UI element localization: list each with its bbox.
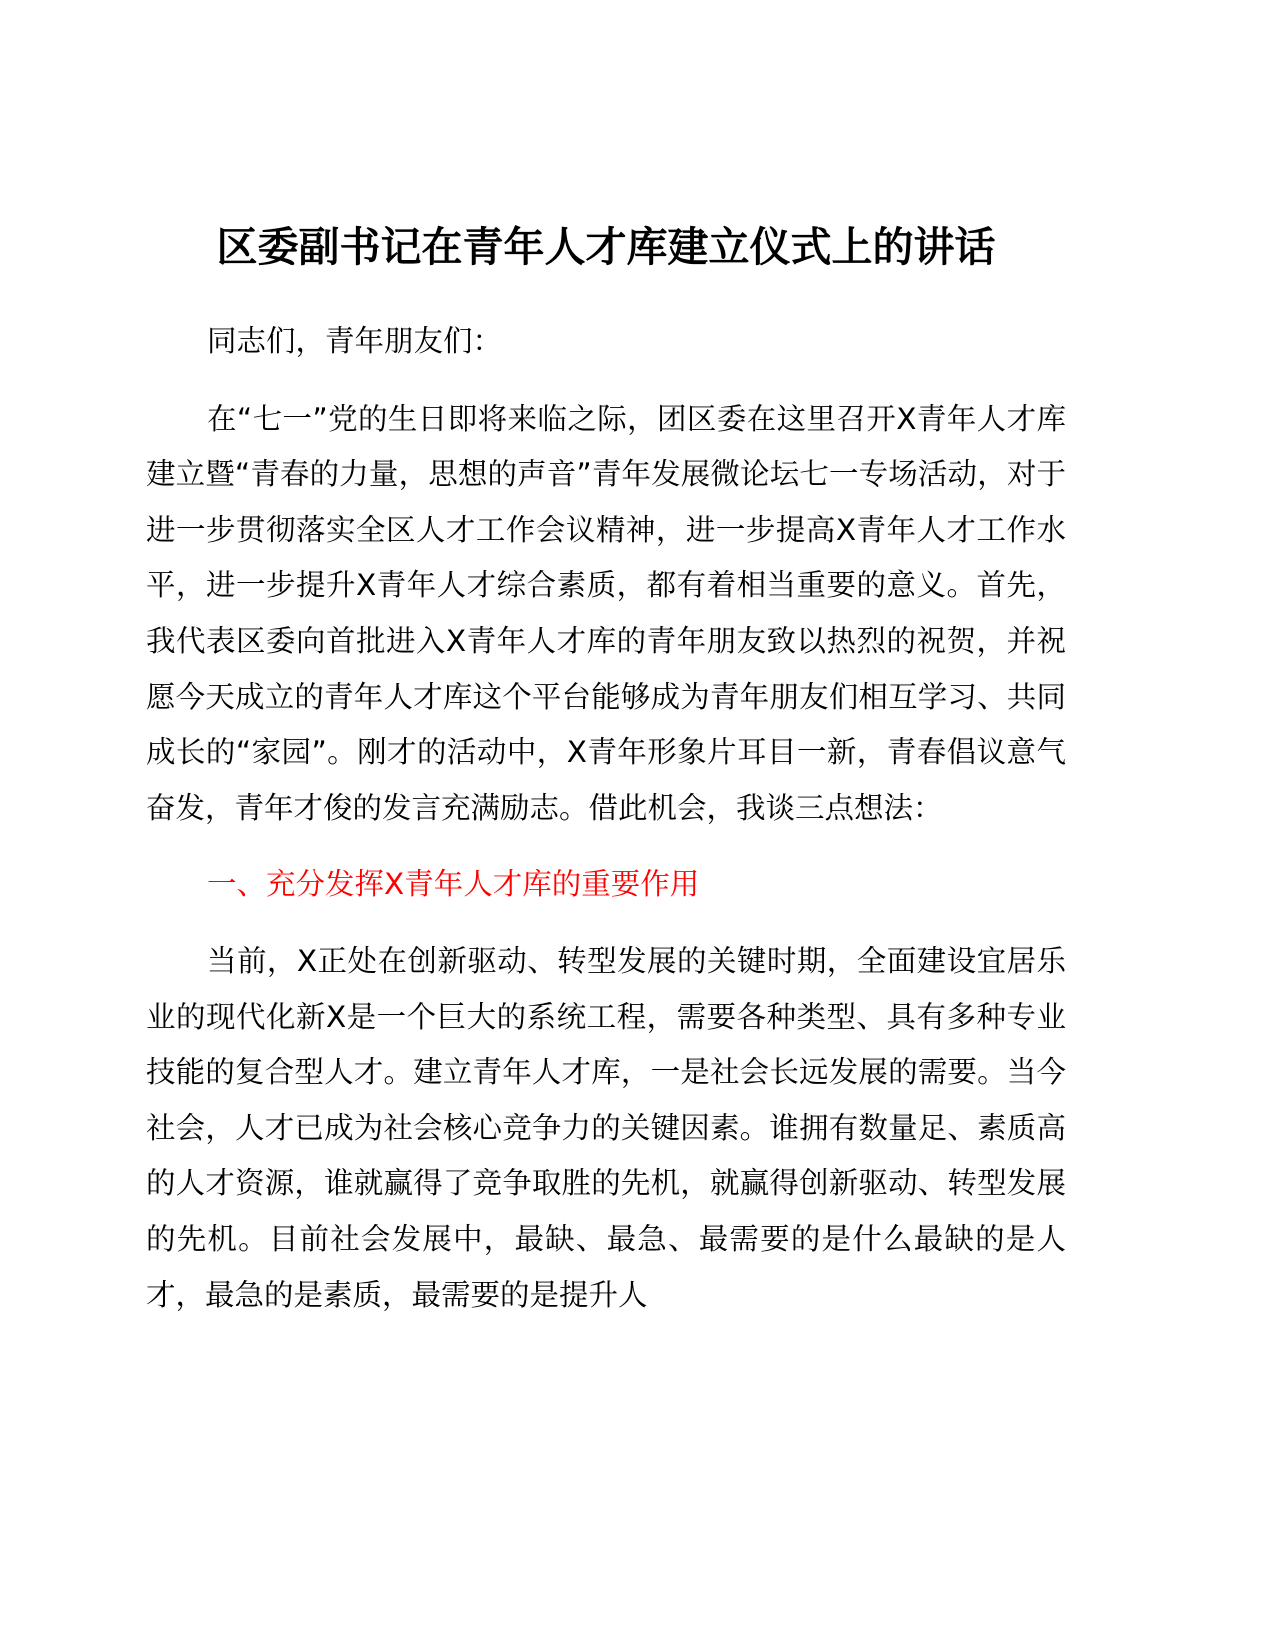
paragraph-body: 当前，X正处在创新驱动、转型发展的关键时期，全面建设宜居乐业的现代化新X是一个巨大的系统工程，需要各种类型、具有多种专业技能的复合型人才。建立青年人才库，一是社会长远发展的需要。当今社会，人才已成为社会核心竞争力的关键因素。谁拥有数量足、素质高的人才资源，谁就赢得了竞争取胜的先机，就赢得创新驱动、转型发展的先机。目前社会发展中，最缺、最急、最需要的是什么最缺的是人才，最急的是素质，最需要的是提升人: [146, 943, 1066, 1312]
paragraph-intro: 在“七一”党的生日即将来临之际，团区委在这里召开X青年人才库建立暨“青春的力量，思想的声音”青年发展微论坛七一专场活动，对于进一步贯彻落实全区人才工作会议精神，进一步提高X青年人才工作水平，进一步提升X青年人才综合素质，都有着相当重要的意义。首先，我代表区委向首批进入X青年人才库的青年朋友致以热烈的祝贺，并祝愿今天成立的青年人才库这个平台能够成为青年朋友们相互学习、共同成长的“家园”。刚才的活动中，X青年形象片耳目一新，青春倡议意气奋发，青年才俊的发言充满励志。借此机会，我谈三点想法：: [146, 401, 1066, 825]
document-title: 区委副书记在青年人才库建立仪式上的讲话: [216, 223, 996, 271]
salutation: 同志们，青年朋友们：: [207, 324, 503, 358]
section-heading: 一、充分发挥X青年人才库的重要作用: [207, 867, 700, 902]
document-page: [146, 222, 1066, 1323]
